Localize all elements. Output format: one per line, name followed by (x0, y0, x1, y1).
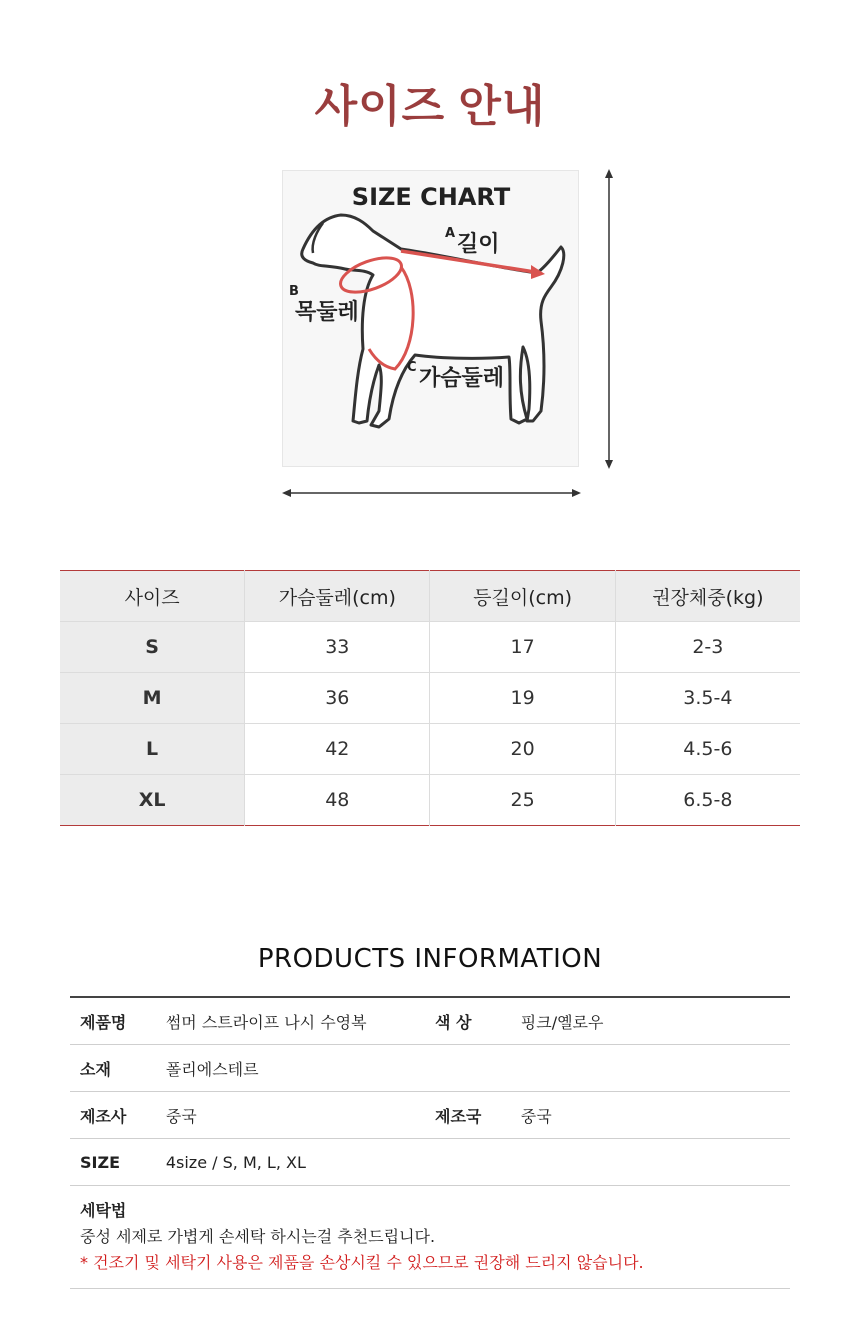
size-cell: XL (60, 775, 245, 826)
size-value: 4size / S, M, L, XL (166, 1139, 790, 1186)
maker-label: 제조사 (70, 1092, 166, 1139)
wash-text: 중성 세제로 가볍게 손세탁 하시는걸 추천드립니다. (80, 1227, 436, 1246)
country-value: 중국 (521, 1092, 790, 1139)
maker-value: 중국 (166, 1092, 435, 1139)
wash-warning: * 건조기 및 세탁기 사용은 제품을 손상시킬 수 있으므로 권장해 드리지 않습니다. (80, 1253, 644, 1272)
weight-cell: 4.5-6 (615, 724, 800, 775)
size-cell: S (60, 622, 245, 673)
chest-cell: 33 (245, 622, 430, 673)
size-table-header-row (60, 571, 800, 622)
horizontal-arrowhead-left (282, 489, 291, 497)
dimension-arrows (0, 0, 860, 520)
header-back-length: 등길이(cm) (430, 571, 615, 622)
size-table (60, 570, 800, 826)
info-row-material (70, 1045, 790, 1092)
info-row-product (70, 997, 790, 1045)
back-cell: 20 (430, 724, 615, 775)
wash-cell (70, 1186, 790, 1289)
color-value: 핑크/옐로우 (521, 997, 790, 1045)
info-row-wash (70, 1186, 790, 1289)
vertical-arrowhead-top (605, 169, 613, 178)
horizontal-arrowhead-right (572, 489, 581, 497)
size-label: SIZE (70, 1139, 166, 1186)
back-cell: 17 (430, 622, 615, 673)
back-cell: 19 (430, 673, 615, 724)
products-info-title: PRODUCTS INFORMATION (257, 944, 603, 974)
product-name-value: 썸머 스트라이프 나시 수영복 (166, 997, 435, 1045)
back-cell: 25 (430, 775, 615, 826)
table-row (60, 775, 800, 826)
label-a: 길이 (457, 232, 500, 257)
size-cell: M (60, 673, 245, 724)
label-b-letter: B (289, 284, 299, 299)
page-title: 사이즈 안내 (314, 82, 546, 131)
weight-cell: 2-3 (615, 622, 800, 673)
material-value: 폴리에스테르 (166, 1045, 790, 1092)
figure-heading: SIZE CHART (351, 183, 511, 211)
weight-cell: 6.5-8 (683, 789, 733, 811)
label-c: 가슴둘레 (419, 366, 505, 391)
table-row (60, 622, 800, 673)
info-row-size (70, 1139, 790, 1186)
material-label: 소재 (70, 1045, 166, 1092)
weight-cell: 3.5-4 (615, 673, 800, 724)
chest-cell: 42 (245, 724, 430, 775)
country-label: 제조국 (435, 1092, 521, 1139)
header-size: 사이즈 (60, 571, 245, 622)
table-row (60, 673, 800, 724)
chest-cell: 48 (245, 775, 430, 826)
size-cell: L (60, 724, 245, 775)
vertical-arrowhead-bottom (605, 460, 613, 469)
chest-cell: 36 (245, 673, 430, 724)
color-label: 색 상 (435, 997, 521, 1045)
info-row-maker (70, 1092, 790, 1139)
header-chest: 가슴둘레(cm) (245, 571, 430, 622)
product-name-label: 제품명 (70, 997, 166, 1045)
label-a-letter: A (445, 226, 456, 241)
wash-label: 세탁법 (80, 1201, 127, 1220)
table-row (60, 724, 800, 775)
products-info-table (70, 996, 790, 1289)
label-b: 목둘레 (295, 300, 359, 325)
label-c-letter: C (407, 360, 417, 375)
header-weight: 권장체중(kg) (615, 571, 800, 622)
